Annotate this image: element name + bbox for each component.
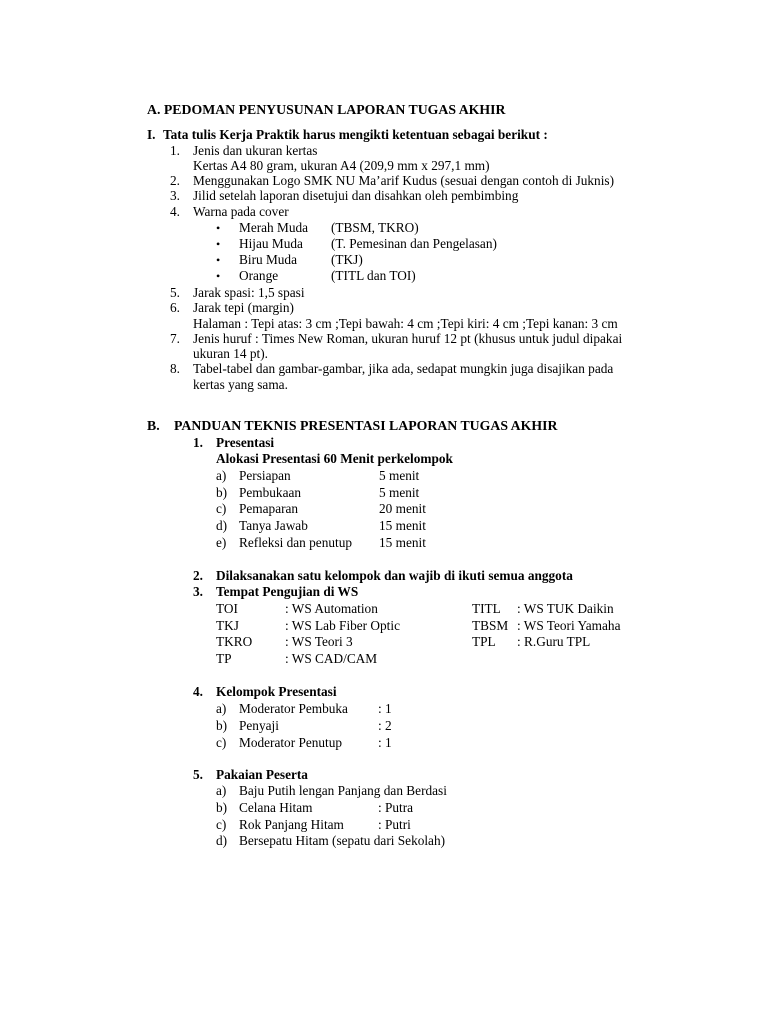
- ws-code: TBSM: [472, 618, 509, 633]
- row-label: Bersepatu Hitam (sepatu dari Sekolah): [239, 833, 446, 848]
- section-a-title: A. PEDOMAN PENYUSUNAN LAPORAN TUGAS AKHIR: [147, 102, 506, 117]
- section-b-number: B.: [147, 418, 160, 433]
- ws-code: TOI: [216, 601, 238, 616]
- row-letter: c): [216, 501, 227, 516]
- item-continuation: kertas yang sama.: [193, 377, 288, 392]
- item-number: 8.: [170, 361, 180, 376]
- ws-place: : R.Guru TPL: [517, 634, 591, 649]
- row-letter: b): [216, 800, 228, 815]
- ws-code: TKRO: [216, 634, 253, 649]
- item-text: Menggunakan Logo SMK NU Ma’arif Kudus (sesuai dengan contoh di Juknis): [193, 173, 615, 188]
- row-label: Pembukaan: [239, 485, 302, 500]
- item-continuation: Halaman : Tepi atas: 3 cm ;Tepi bawah: 4 cm ;Tepi kiri: 4 cm ;Tepi kanan: 3 cm: [193, 316, 618, 331]
- item-continuation: ukuran 14 pt).: [193, 346, 268, 361]
- cover-color-name: Biru Muda: [239, 252, 297, 267]
- cover-color-desc: (TBSM, TKRO): [331, 220, 419, 235]
- ws-place: : WS Teori Yamaha: [517, 618, 621, 633]
- row-letter: a): [216, 701, 227, 716]
- point-title: Dilaksanakan satu kelompok dan wajib di ikuti semua anggota: [216, 568, 573, 583]
- item-continuation: Kertas A4 80 gram, ukuran A4 (209,9 mm x 297,1 mm): [193, 158, 490, 173]
- point-title: Pakaian Peserta: [216, 767, 308, 782]
- row-label: Pemaparan: [239, 501, 299, 516]
- row-label: Persiapan: [239, 468, 291, 483]
- row-value: : Putra: [378, 800, 414, 815]
- point-number: 3.: [193, 584, 203, 599]
- row-value: 5 menit: [379, 485, 420, 500]
- row-value: : 1: [378, 735, 392, 750]
- row-label: Celana Hitam: [239, 800, 313, 815]
- bullet-icon: •: [216, 269, 221, 283]
- row-value: 5 menit: [379, 468, 420, 483]
- ws-place: : WS CAD/CAM: [285, 651, 378, 666]
- ws-code: TP: [216, 651, 232, 666]
- ws-place: : WS Teori 3: [285, 634, 353, 649]
- item-number: 4.: [170, 204, 180, 219]
- bullet-icon: •: [216, 237, 221, 251]
- row-value: 20 menit: [379, 501, 426, 516]
- row-label: Tanya Jawab: [239, 518, 308, 533]
- row-value: : 1: [378, 701, 392, 716]
- row-label: Rok Panjang Hitam: [239, 817, 344, 832]
- item-text: Jenis huruf : Times New Roman, ukuran huruf 12 pt (khusus untuk judul dipakai: [193, 331, 623, 346]
- section-b-title: PANDUAN TEKNIS PRESENTASI LAPORAN TUGAS AKHIR: [174, 418, 558, 433]
- row-letter: d): [216, 518, 228, 533]
- cover-color-name: Hijau Muda: [239, 236, 303, 251]
- row-letter: d): [216, 833, 228, 848]
- row-label: Baju Putih lengan Panjang dan Berdasi: [239, 783, 447, 798]
- ws-place: : WS TUK Daikin: [517, 601, 614, 616]
- section-a-sub-title: Tata tulis Kerja Praktik harus mengikti ketentuan sebagai berikut :: [163, 127, 548, 142]
- item-text: Jarak spasi: 1,5 spasi: [193, 285, 305, 300]
- row-value: : 2: [378, 718, 392, 733]
- item-number: 2.: [170, 173, 180, 188]
- point-number: 4.: [193, 684, 203, 699]
- item-number: 6.: [170, 300, 180, 315]
- row-value: 15 menit: [379, 518, 426, 533]
- section-a-sub-number: I.: [147, 127, 156, 142]
- row-letter: a): [216, 783, 227, 798]
- row-label: Penyaji: [239, 718, 279, 733]
- cover-color-name: Orange: [239, 268, 279, 283]
- cover-color-name: Merah Muda: [239, 220, 309, 235]
- item-number: 3.: [170, 188, 180, 203]
- bullet-icon: •: [216, 253, 221, 267]
- ws-code: TITL: [472, 601, 501, 616]
- row-letter: c): [216, 735, 227, 750]
- item-text: Warna pada cover: [193, 204, 289, 219]
- ws-place: : WS Automation: [285, 601, 378, 616]
- row-letter: b): [216, 485, 228, 500]
- point-subtitle: Alokasi Presentasi 60 Menit perkelompok: [216, 451, 453, 466]
- row-label: Moderator Pembuka: [239, 701, 348, 716]
- ws-code: TKJ: [216, 618, 239, 633]
- row-label: Moderator Penutup: [239, 735, 343, 750]
- item-number: 5.: [170, 285, 180, 300]
- row-letter: b): [216, 718, 228, 733]
- row-label: Refleksi dan penutup: [239, 535, 352, 550]
- row-value: : Putri: [378, 817, 411, 832]
- cover-color-desc: (TITL dan TOI): [331, 268, 416, 283]
- ws-code: TPL: [472, 634, 496, 649]
- item-number: 1.: [170, 143, 180, 158]
- item-text: Jarak tepi (margin): [193, 300, 294, 315]
- row-letter: c): [216, 817, 227, 832]
- bullet-icon: •: [216, 221, 221, 235]
- point-title: Presentasi: [216, 435, 275, 450]
- point-number: 5.: [193, 767, 203, 782]
- point-number: 2.: [193, 568, 203, 583]
- item-text: Jilid setelah laporan disetujui dan disahkan oleh pembimbing: [193, 188, 519, 203]
- item-text: Tabel-tabel dan gambar-gambar, jika ada, sedapat mungkin juga disajikan pada: [193, 361, 614, 376]
- item-number: 7.: [170, 331, 180, 346]
- row-letter: a): [216, 468, 227, 483]
- row-letter: e): [216, 535, 227, 550]
- row-value: 15 menit: [379, 535, 426, 550]
- item-text: Jenis dan ukuran kertas: [193, 143, 318, 158]
- point-number: 1.: [193, 435, 203, 450]
- point-title: Tempat Pengujian di WS: [216, 584, 359, 599]
- ws-place: : WS Lab Fiber Optic: [285, 618, 400, 633]
- point-title: Kelompok Presentasi: [216, 684, 337, 699]
- cover-color-desc: (TKJ): [331, 252, 363, 267]
- cover-color-desc: (T. Pemesinan dan Pengelasan): [331, 236, 497, 251]
